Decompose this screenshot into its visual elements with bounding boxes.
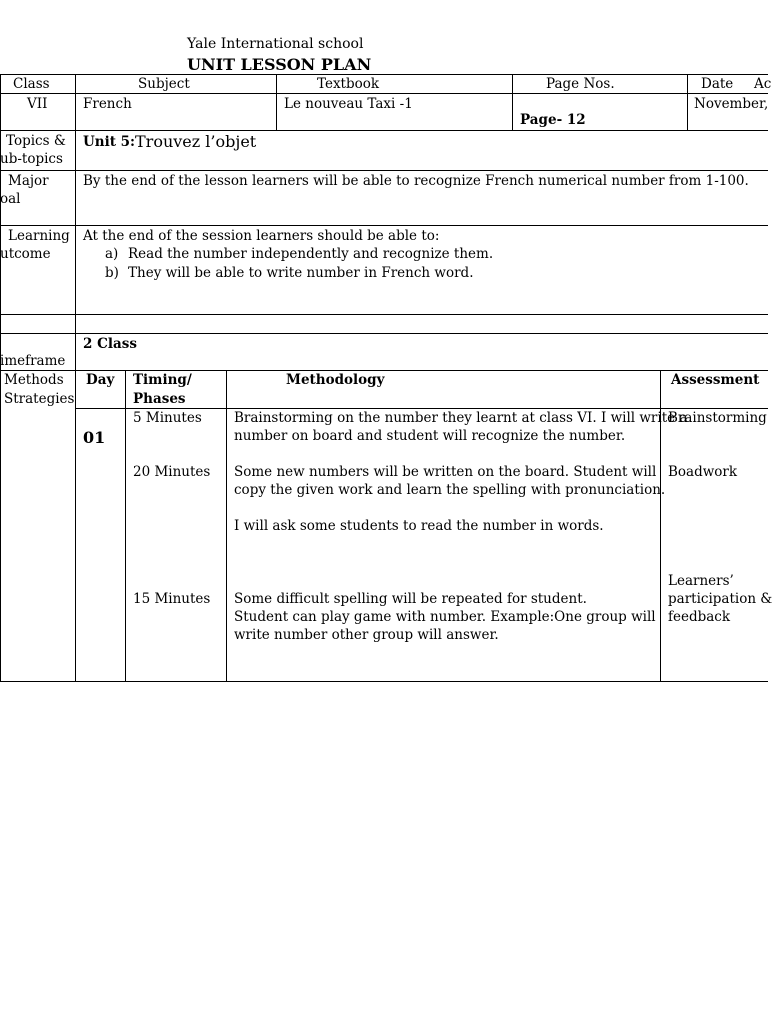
learning-outcome-intro: At the end of the session learners should be able to:: [83, 228, 440, 244]
unit-title: Trouvez l’objet: [135, 132, 257, 151]
header-assessment: Assessment: [671, 372, 760, 388]
header-class: Class: [13, 76, 50, 92]
header-date-extra: Ac: [754, 76, 772, 92]
header-methodology: Methodology: [286, 372, 385, 388]
day-number: 01: [83, 428, 106, 447]
phase-3-timing: 15 Minutes: [133, 591, 211, 607]
phase-3-method-line3: write number other group will answer.: [234, 627, 499, 643]
outcome-marker-b: b): [105, 265, 119, 281]
major-goal-label-line1: Major: [8, 173, 49, 189]
phase-2-timing: 20 Minutes: [133, 464, 211, 480]
learning-outcome-label-line1: Learning: [8, 228, 70, 244]
phase-2-method-line1: Some new numbers will be written on the board. Student will: [234, 464, 657, 480]
timeframe-value: 2 Class: [83, 336, 137, 352]
value-date: November,: [694, 96, 769, 112]
phase-3-assessment-line2: participation &: [668, 591, 772, 607]
value-page-nos: Page- 12: [520, 112, 586, 128]
learning-outcome-label-line2: utcome: [0, 246, 51, 262]
phase-3-assessment-line3: feedback: [668, 609, 731, 625]
header-page-nos: Page Nos.: [546, 76, 615, 92]
major-goal-text: By the end of the lesson learners will be able to recognize French numerical number from 1-100.: [83, 173, 749, 189]
methods-label-line1: Methods: [4, 372, 64, 388]
phase-3-method-line1: Some difficult spelling will be repeated for student.: [234, 591, 587, 607]
phase-2-assessment: Boadwork: [668, 464, 738, 480]
header-timing-line1: Timing/: [133, 372, 192, 388]
phase-3-method-line2: Student can play game with number. Example:One group will: [234, 609, 656, 625]
header-timing-line2: Phases: [133, 391, 186, 407]
header-day: Day: [86, 372, 115, 388]
school-name: Yale International school: [187, 36, 364, 52]
outcome-item-b: They will be able to write number in French word.: [128, 265, 474, 281]
major-goal-label-line2: oal: [0, 191, 21, 207]
timeframe-label: imeframe: [0, 353, 66, 369]
header-date: Date: [701, 76, 734, 92]
phase-2-method-extra: I will ask some students to read the number in words.: [234, 518, 604, 534]
topics-label-line1: Topics &: [6, 133, 66, 149]
page-title: UNIT LESSON PLAN: [187, 55, 372, 74]
topics-label-line2: ub-topics: [0, 151, 63, 167]
value-textbook: Le nouveau Taxi -1: [284, 96, 413, 112]
value-subject: French: [83, 96, 132, 112]
outcome-item-a: Read the number independently and recognize them.: [128, 246, 494, 262]
phase-1-method-line1: Brainstorming on the number they learnt at class VI. I will write a: [234, 410, 688, 426]
header-subject: Subject: [138, 76, 190, 92]
phase-1-assessment: Brainstorming: [668, 410, 767, 426]
value-class: VII: [27, 96, 48, 112]
phase-2-method-line2: copy the given work and learn the spelling with pronunciation.: [234, 482, 666, 498]
phase-3-assessment-line1: Learners’: [668, 573, 734, 589]
phase-1-timing: 5 Minutes: [133, 410, 202, 426]
unit-label: Unit 5:: [83, 134, 136, 150]
header-textbook: Textbook: [317, 76, 380, 92]
phase-1-method-line2: number on board and student will recognize the number.: [234, 428, 626, 444]
outcome-marker-a: a): [105, 246, 119, 262]
methods-label-line2: Strategies: [4, 391, 75, 407]
